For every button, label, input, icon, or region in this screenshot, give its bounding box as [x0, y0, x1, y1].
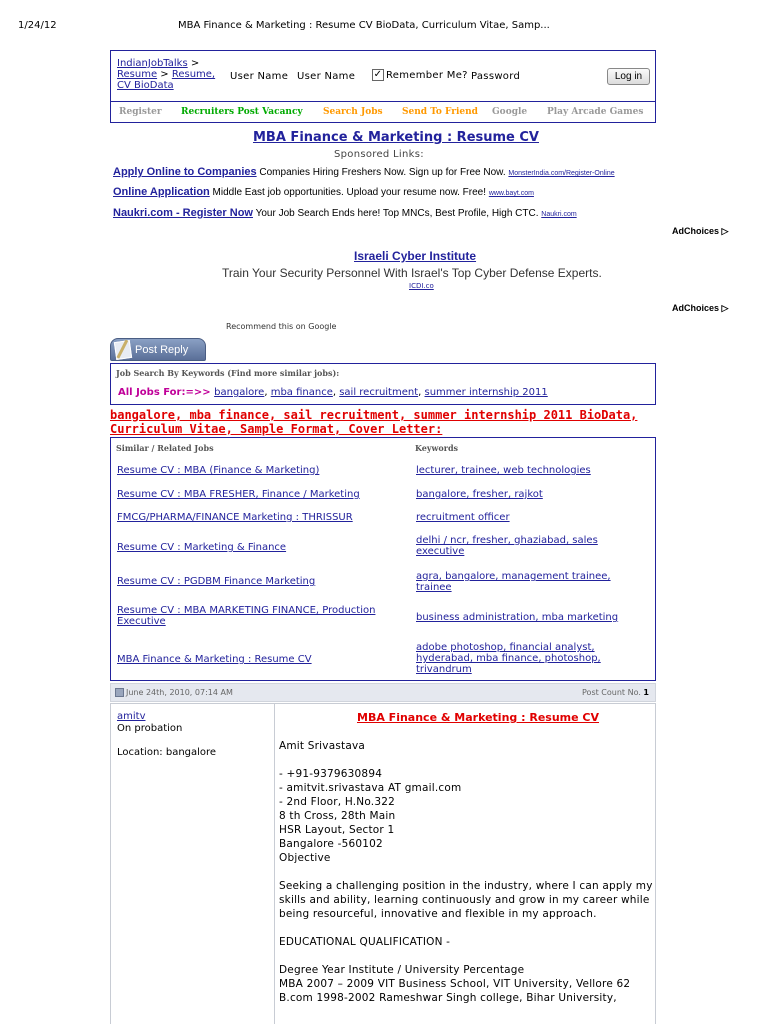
related-job-link[interactable]: Resume CV : MBA FRESHER, Finance / Marketing [117, 489, 360, 500]
related-jobs-header: Similar / Related Jobs [116, 443, 214, 453]
keywords-box [110, 363, 656, 405]
keywords-title: Job Search By Keywords (Find more similar jobs): [116, 368, 340, 378]
nav-google[interactable]: Google [492, 107, 528, 117]
ad-title[interactable]: Apply Online to Companies [113, 166, 257, 178]
post-divider [274, 704, 275, 1024]
related-job-link[interactable]: Resume CV : MBA (Finance & Marketing) [117, 465, 320, 476]
keyword-link[interactable]: summer internship 2011 [424, 387, 548, 398]
post-icon [115, 688, 124, 697]
post-count-label: Post Count No. [582, 688, 644, 697]
related-keyword-link[interactable]: agra, bangalore, management trainee, trainee [416, 571, 611, 593]
login-row [111, 51, 655, 102]
post-reply-icon [114, 339, 132, 359]
related-jobs-table [110, 437, 656, 681]
remember-me[interactable] [372, 69, 468, 81]
ad-text: Middle East job opportunities. Upload your resume now. Free! [209, 187, 489, 198]
nav-arcade[interactable]: Play Arcade Games [547, 107, 644, 117]
related-job-link[interactable]: MBA Finance & Marketing : Resume CV [117, 654, 312, 665]
login-box [110, 50, 656, 123]
nav-search-jobs[interactable]: Search Jobs [323, 107, 383, 117]
nav-recruiters[interactable]: Recruiters Post Vacancy [181, 107, 303, 117]
ad-text: Your Job Search Ends here! Top MNCs, Best Profile, High CTC. [252, 208, 542, 219]
ad-line [113, 186, 534, 198]
related-keyword-link[interactable]: bangalore, fresher, rajkot [416, 489, 543, 500]
post-header [110, 683, 656, 702]
remember-me-label: Remember Me? [386, 69, 468, 81]
post-count[interactable] [582, 688, 649, 697]
related-keyword-link[interactable]: lecturer, trainee, web technologies [416, 465, 591, 476]
post-reply-button[interactable] [110, 338, 206, 361]
post-user-status: On probation [117, 723, 183, 734]
breadcrumb-resume[interactable]: Resume [117, 69, 158, 80]
related-job-link[interactable]: FMCG/PHARMA/FINANCE Marketing : THRISSUR [117, 512, 353, 523]
post-count-number: 1 [643, 688, 649, 697]
username-label: User Name [230, 71, 289, 82]
keyword-heading[interactable]: bangalore, mba finance, sail recruitment, summer internship 2011 BioData, Curriculum Vitae, Sample Format, Cover Letter: [110, 408, 638, 436]
related-job-link[interactable]: Resume CV : MBA MARKETING FINANCE, Production Executive [117, 605, 376, 627]
ad-url[interactable]: Naukri.com [541, 211, 577, 218]
keywords-header: Keywords [415, 443, 459, 453]
cyber-ad-desc: Train Your Security Personnel With Israel's Top Cyber Defense Experts. [222, 266, 602, 280]
recommend-google[interactable]: Recommend this on Google [226, 322, 337, 331]
remember-me-checkbox[interactable]: ✓ [373, 69, 383, 80]
breadcrumb-sep: > [187, 58, 200, 69]
keyword-link[interactable]: sail recruitment [339, 387, 419, 398]
ad-line [113, 166, 615, 178]
adchoices-link[interactable]: AdChoices ▷ [672, 226, 729, 236]
related-keyword-link[interactable]: delhi / ncr, fresher, ghaziabad, sales executive [416, 535, 598, 557]
related-keyword-link[interactable]: adobe photoshop, financial analyst, hyderabad, mba finance, photoshop, trivandrum [416, 642, 601, 675]
related-keyword-link[interactable]: business administration, mba marketing [416, 612, 619, 623]
ad-line [113, 207, 577, 219]
post-body [110, 703, 656, 1024]
post-reply-label: Post Reply [135, 343, 189, 356]
keyword-link[interactable]: mba finance [270, 387, 333, 398]
keywords-line: All Jobs For:=>> bangalore, mba finance, sail recruitment, summer internship 2011 [118, 387, 548, 398]
print-date: 1/24/12 [18, 20, 57, 31]
adchoices-link[interactable]: AdChoices ▷ [672, 303, 729, 313]
breadcrumb [117, 58, 221, 91]
post-username[interactable]: amitv [117, 711, 146, 722]
related-keyword-link[interactable]: recruitment officer [416, 512, 510, 523]
related-job-link[interactable]: Resume CV : Marketing & Finance [117, 542, 287, 553]
breadcrumb-sep: > [157, 69, 172, 80]
ad-text: Companies Hiring Freshers Now. Sign up for Free Now. [256, 167, 509, 178]
post-date-wrap [115, 688, 233, 697]
related-job-link[interactable]: Resume CV : PGDBM Finance Marketing [117, 576, 316, 587]
login-button[interactable]: Log in [607, 68, 650, 85]
post-date: June 24th, 2010, 07:14 AM [126, 688, 233, 697]
breadcrumb-cv-biodata[interactable]: CV BioData [117, 80, 174, 91]
nav-register[interactable]: Register [119, 107, 162, 117]
ad-url[interactable]: MonsterIndia.com/Register-Online [508, 170, 615, 177]
print-title: MBA Finance & Marketing : Resume CV BioData, Curriculum Vitae, Samp... [178, 20, 550, 31]
cyber-ad-title[interactable]: Israeli Cyber Institute [354, 249, 477, 263]
ad-title[interactable]: Naukri.com - Register Now [113, 207, 253, 219]
all-jobs-label: All Jobs For:=>> [118, 387, 215, 398]
nav-send-friend[interactable]: Send To Friend [402, 107, 478, 117]
breadcrumb-site[interactable]: IndianJobTalks [117, 58, 188, 69]
breadcrumb-resume-cv[interactable]: Resume, [171, 69, 216, 80]
sponsored-label: Sponsored Links: [334, 149, 424, 160]
cyber-ad-url[interactable]: ICDI.co [409, 282, 434, 290]
nav-bar [111, 104, 655, 122]
username-input[interactable]: User Name [297, 71, 356, 82]
password-label: Password [471, 71, 521, 82]
ad-url[interactable]: www.bayt.com [488, 190, 534, 197]
post-title[interactable]: MBA Finance & Marketing : Resume CV [357, 711, 599, 724]
keyword-link[interactable]: bangalore [214, 387, 265, 398]
post-user-location: Location: bangalore [117, 747, 217, 758]
ad-title[interactable]: Online Application [113, 186, 210, 198]
page-title[interactable]: MBA Finance & Marketing : Resume CV [253, 130, 539, 145]
post-content: Amit Srivastava - +91-9379630894 - amitvit.srivastava AT gmail.com - 2nd Floor, H.No.322 8 th Cross, 28th Main HSR Layout, Sector 1 Bangalore -560102 Objective Seeking a challenging position in the industry, where I can apply my skills and ability, learning continuously and grow in my career while being resourceful, innovative and flexible in my approach. EDUCATIONAL QUALIFICATION - Degree Year Institute / University Percentage MBA 2007 – 2009 VIT Business School, VIT University, Vellore 62 B.com 1998-2002 Rameshwar Singh college, Bihar University, [279, 740, 653, 1004]
